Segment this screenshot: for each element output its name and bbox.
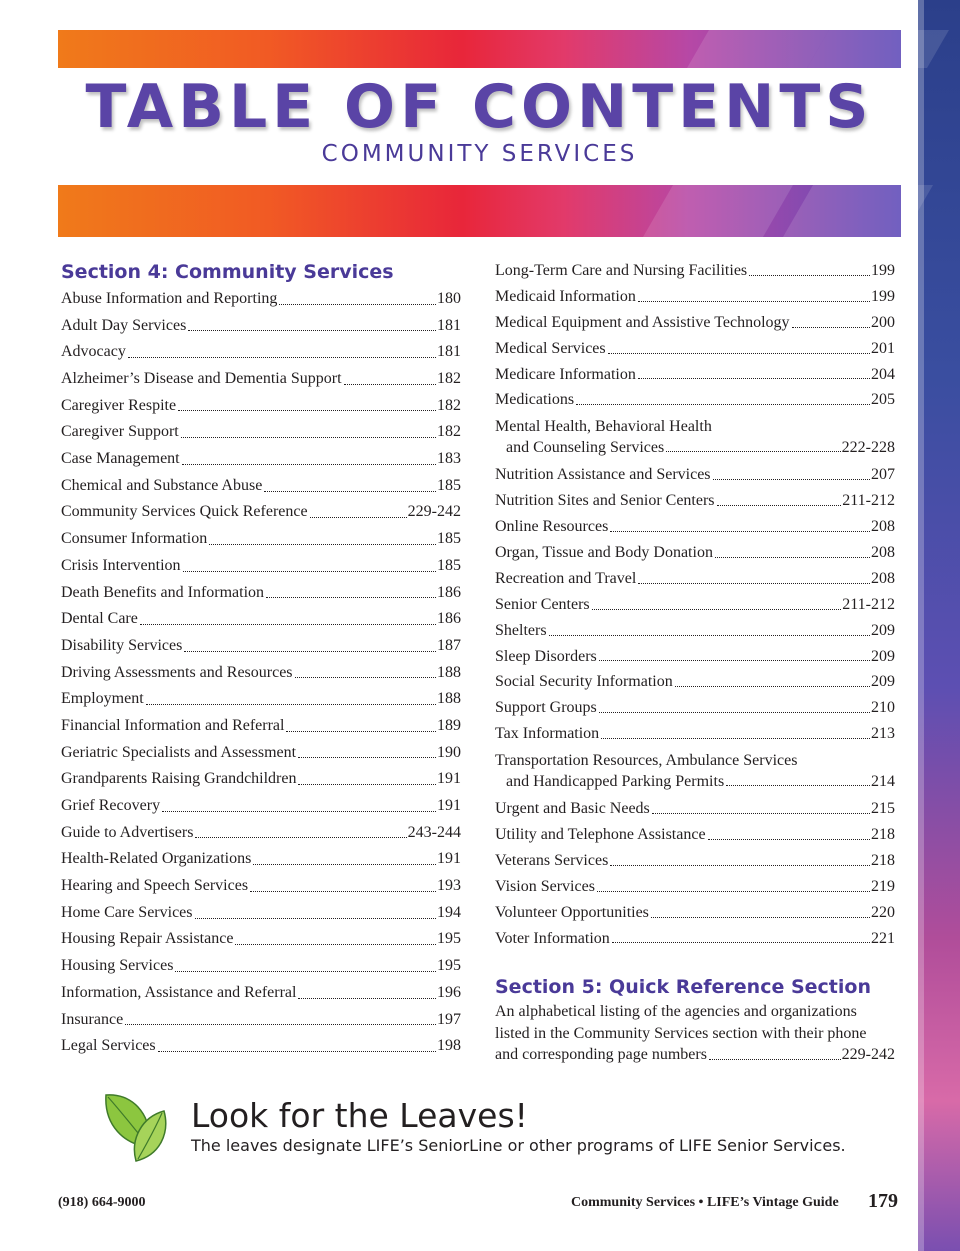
section-5-description — [495, 1001, 895, 1066]
leader-dots — [610, 531, 870, 532]
toc-entry-page: 209 — [871, 673, 895, 691]
page-number: 179 — [868, 1190, 898, 1212]
toc-entry-label: Dental Care — [61, 610, 138, 628]
toc-entry-page: 220 — [871, 903, 895, 921]
leader-dots — [576, 404, 870, 405]
toc-entry[interactable] — [61, 740, 461, 767]
leader-dots — [183, 571, 436, 572]
leader-dots — [638, 583, 870, 584]
leader-dots — [599, 660, 870, 661]
toc-entry-page: 188 — [437, 663, 461, 681]
toc-entry[interactable] — [495, 796, 895, 822]
toc-entry-label: Medications — [495, 391, 575, 409]
toc-entry-label: Housing Services — [61, 957, 174, 975]
toc-entry-label: Transportation Resources, Ambulance Services — [495, 752, 798, 770]
leader-dots — [209, 544, 436, 545]
toc-entry[interactable] — [495, 284, 895, 310]
toc-entry-page: 191 — [437, 797, 461, 815]
leader-dots — [715, 557, 870, 558]
leader-dots — [178, 410, 436, 411]
toc-entry-page: 180 — [437, 289, 461, 307]
toc-entry-page: 197 — [437, 1010, 461, 1028]
page-title: TABLE OF CONTENTS — [85, 72, 874, 142]
toc-entry-page: 211-212 — [842, 595, 895, 613]
toc-entry[interactable] — [495, 644, 895, 670]
section-5-desc-text: and corresponding page numbers — [495, 1046, 707, 1063]
leader-dots — [651, 917, 870, 918]
toc-entry-page: 195 — [437, 957, 461, 975]
toc-entry[interactable] — [61, 606, 461, 633]
toc-entry-label: Legal Services — [61, 1037, 156, 1055]
toc-entry[interactable] — [495, 750, 895, 792]
toc-entry[interactable] — [495, 310, 895, 336]
toc-entry-page: 188 — [437, 690, 461, 708]
leader-dots — [792, 327, 870, 328]
leader-dots — [675, 686, 870, 687]
toc-entry[interactable] — [495, 618, 895, 644]
toc-entry-label: Hearing and Speech Services — [61, 877, 249, 895]
toc-entry-page: 182 — [437, 396, 461, 414]
toc-entry-page: 181 — [437, 316, 461, 334]
leader-dots — [184, 651, 436, 652]
toc-entry-label: Alzheimer’s Disease and Dementia Support — [61, 370, 342, 388]
toc-entry[interactable] — [495, 514, 895, 540]
toc-entry-page: 194 — [437, 903, 461, 921]
toc-entry[interactable] — [61, 1033, 461, 1060]
toc-entry-page: 222-228 — [841, 439, 895, 457]
footer-guide-title: Community Services • LIFE’s Vintage Guide — [571, 1195, 839, 1210]
toc-entry-label-cont: and Handicapped Parking Permits — [506, 773, 725, 791]
leader-dots — [608, 353, 870, 354]
toc-entry-page: 229-242 — [407, 503, 461, 521]
toc-entry-page: 199 — [871, 287, 895, 305]
leader-dots — [195, 837, 406, 838]
toc-entry-page: 185 — [437, 556, 461, 574]
toc-entry-page: 186 — [437, 583, 461, 601]
leader-dots — [344, 384, 436, 385]
toc-entry[interactable] — [495, 926, 895, 952]
toc-entry-label: Medical Services — [495, 339, 606, 357]
toc-entry-label: Advocacy — [61, 343, 126, 361]
footer-phone: (918) 664-9000 — [58, 1195, 146, 1210]
section-5-heading: Section 5: Quick Reference Section — [495, 976, 871, 998]
toc-entry[interactable] — [495, 416, 895, 458]
leader-dots — [158, 1051, 436, 1052]
toc-entry-page: 219 — [871, 877, 895, 895]
leader-dots — [713, 479, 870, 480]
toc-entry[interactable] — [495, 669, 895, 695]
section-5-desc-line: An alphabetical listing of the agencies and organizations — [495, 1003, 857, 1020]
section-5-page: 229-242 — [841, 1046, 895, 1063]
leader-dots — [279, 304, 436, 305]
toc-entry[interactable] — [61, 580, 461, 607]
toc-entry-page: 218 — [871, 851, 895, 869]
toc-entry[interactable] — [61, 846, 461, 873]
toc-entry-label: Grief Recovery — [61, 797, 161, 815]
leader-dots — [749, 275, 870, 276]
toc-entry[interactable] — [61, 686, 461, 713]
leaves-icon — [100, 1085, 172, 1167]
toc-entry-page: 211-212 — [842, 492, 895, 510]
toc-entry-page: 243-244 — [407, 823, 461, 841]
toc-entry[interactable] — [61, 393, 461, 420]
toc-entry-label: Online Resources — [495, 518, 609, 536]
toc-entry-page: 209 — [871, 621, 895, 639]
toc-entry-page: 204 — [871, 365, 895, 383]
page-subtitle: COMMUNITY SERVICES — [321, 141, 638, 167]
toc-entry[interactable] — [61, 526, 461, 553]
toc-entry-page: 182 — [437, 370, 461, 388]
toc-entry-label: Senior Centers — [495, 595, 590, 613]
toc-entry-page: 200 — [871, 313, 895, 331]
toc-entry-label: Abuse Information and Reporting — [61, 289, 278, 307]
toc-entry-page: 218 — [871, 826, 895, 844]
toc-entry-page: 183 — [437, 450, 461, 468]
leader-dots — [601, 738, 870, 739]
toc-entry[interactable] — [61, 980, 461, 1007]
section-5 — [495, 973, 895, 1066]
toc-entry[interactable] — [61, 419, 461, 446]
leader-dots — [666, 451, 840, 452]
leader-dots — [181, 437, 436, 438]
toc-entry-page: 207 — [871, 466, 895, 484]
leader-dots — [709, 1059, 841, 1060]
toc-entry-page: 209 — [871, 647, 895, 665]
toc-entry-label: Urgent and Basic Needs — [495, 800, 650, 818]
toc-entry-label: Case Management — [61, 450, 180, 468]
toc-entry-label: Grandparents Raising Grandchildren — [61, 770, 297, 788]
toc-entry[interactable] — [61, 660, 461, 687]
leader-dots — [708, 839, 870, 840]
leader-dots — [264, 491, 436, 492]
toc-entry[interactable] — [495, 848, 895, 874]
toc-entry[interactable] — [495, 566, 895, 592]
toc-entry[interactable] — [495, 488, 895, 514]
leader-dots — [125, 1024, 436, 1025]
toc-entry-label: Medicare Information — [495, 365, 636, 383]
toc-entry-page: 208 — [871, 544, 895, 561]
toc-entry[interactable] — [61, 313, 461, 340]
toc-entry[interactable] — [61, 927, 461, 954]
leader-dots — [266, 597, 436, 598]
section-5-desc-line[interactable] — [495, 1044, 895, 1066]
toc-entry[interactable] — [61, 900, 461, 927]
toc-entry-label: Employment — [61, 690, 144, 708]
leader-dots — [188, 330, 436, 331]
toc-entry-label: Consumer Information — [61, 530, 208, 548]
leader-dots — [726, 785, 870, 786]
toc-entry-page: 182 — [437, 423, 461, 441]
toc-entry[interactable] — [495, 822, 895, 848]
toc-entry[interactable] — [61, 820, 461, 847]
leader-dots — [140, 624, 436, 625]
toc-entry[interactable] — [61, 873, 461, 900]
toc-entry-page: 221 — [871, 929, 895, 947]
leader-dots — [195, 918, 436, 919]
toc-entry[interactable] — [495, 336, 895, 362]
toc-entry-page: 187 — [437, 636, 461, 654]
toc-entry[interactable] — [61, 793, 461, 820]
toc-entry-label: Sleep Disorders — [495, 647, 597, 665]
toc-entry[interactable] — [495, 258, 895, 284]
toc-entry-page: 190 — [437, 743, 461, 761]
toc-entry[interactable] — [495, 592, 895, 618]
toc-entry-page: 210 — [871, 699, 895, 717]
leader-dots — [599, 712, 870, 713]
toc-entry-label: Insurance — [61, 1010, 124, 1028]
leader-dots — [250, 891, 436, 892]
section-5-desc-line: listed in the Community Services section with their phone — [495, 1024, 867, 1042]
leader-dots — [717, 505, 842, 506]
leader-dots — [286, 731, 436, 732]
toc-entry[interactable] — [495, 721, 895, 747]
toc-list-left — [61, 286, 461, 1060]
toc-entry[interactable] — [495, 695, 895, 721]
toc-entry-label: Social Security Information — [495, 673, 673, 691]
toc-entry-page: 193 — [437, 877, 461, 895]
leader-dots — [549, 635, 870, 636]
toc-entry[interactable] — [61, 553, 461, 580]
toc-entry-label: Organ, Tissue and Body Donation — [495, 544, 713, 561]
leader-dots — [295, 677, 436, 678]
toc-entry-page: 213 — [871, 725, 895, 743]
leader-dots — [298, 757, 436, 758]
toc-entry[interactable] — [61, 500, 461, 527]
header-banner-top — [58, 30, 901, 68]
toc-entry[interactable] — [495, 874, 895, 900]
toc-entry[interactable] — [61, 1007, 461, 1034]
toc-entry-label: Shelters — [495, 621, 547, 639]
leader-dots — [310, 517, 407, 518]
toc-entry-page: 199 — [871, 261, 895, 279]
toc-entry[interactable] — [61, 366, 461, 393]
toc-entry-page: 191 — [437, 850, 461, 868]
toc-entry-label: Crisis Intervention — [61, 556, 181, 574]
toc-entry-label: Caregiver Respite — [61, 396, 177, 414]
toc-entry-page: 181 — [437, 343, 461, 361]
toc-entry-page: 205 — [871, 391, 895, 409]
toc-entry-label: Support Groups — [495, 699, 597, 717]
leader-dots — [146, 704, 436, 705]
toc-entry-label: Housing Repair Assistance — [61, 930, 234, 948]
toc-entry-label: Recreation and Travel — [495, 569, 637, 587]
toc-entry-label: Adult Day Services — [61, 316, 187, 334]
toc-entry-label: Information, Assistance and Referral — [61, 983, 297, 1001]
leader-dots — [128, 357, 436, 358]
toc-entry-label-cont: and Counseling Services — [506, 439, 665, 457]
toc-entry[interactable] — [61, 633, 461, 660]
toc-entry-label: Geriatric Specialists and Assessment — [61, 743, 297, 761]
toc-entry[interactable] — [495, 900, 895, 926]
toc-entry-page: 196 — [437, 983, 461, 1001]
toc-entry-page: 189 — [437, 716, 461, 734]
toc-entry[interactable] — [61, 713, 461, 740]
leader-dots — [652, 813, 870, 814]
toc-entry-page: 198 — [437, 1037, 461, 1055]
leader-dots — [298, 998, 436, 999]
toc-entry-label: Voter Information — [495, 929, 610, 947]
leader-dots — [175, 971, 436, 972]
toc-entry-label: Home Care Services — [61, 903, 193, 921]
toc-entry-page: 208 — [871, 518, 895, 536]
toc-column-left — [61, 258, 461, 1060]
leader-dots — [612, 942, 870, 943]
toc-entry-label: Community Services Quick Reference — [61, 503, 308, 521]
toc-entry-page: 195 — [437, 930, 461, 948]
toc-entry-page: 186 — [437, 610, 461, 628]
toc-entry-label: Nutrition Sites and Senior Centers — [495, 492, 715, 510]
toc-entry[interactable] — [61, 446, 461, 473]
toc-entry-page: 214 — [871, 773, 895, 791]
toc-entry-label: Guide to Advertisers — [61, 823, 194, 841]
leader-dots — [298, 784, 436, 785]
leader-dots — [235, 944, 436, 945]
toc-entry[interactable] — [495, 387, 895, 413]
leader-dots — [182, 464, 436, 465]
toc-entry[interactable] — [495, 462, 895, 488]
toc-entry-label: Caregiver Support — [61, 423, 179, 441]
toc-entry-label: Volunteer Opportunities — [495, 903, 649, 921]
toc-entry-page: 191 — [437, 770, 461, 788]
toc-entry-label: Disability Services — [61, 636, 183, 654]
toc-entry-label: Long-Term Care and Nursing Facilities — [495, 261, 748, 279]
toc-list-right — [495, 258, 895, 951]
toc-entry-label: Medicaid Information — [495, 287, 636, 305]
leader-dots — [592, 609, 842, 610]
toc-entry-page: 201 — [871, 339, 895, 357]
toc-entry-page: 208 — [871, 569, 895, 587]
section-4-heading: Section 4: Community Services — [61, 261, 394, 283]
toc-entry-label: Vision Services — [495, 877, 595, 895]
toc-entry-page: 185 — [437, 530, 461, 548]
toc-entry-label: Financial Information and Referral — [61, 716, 285, 734]
toc-entry-label: Veterans Services — [495, 851, 609, 869]
toc-entry[interactable] — [61, 473, 461, 500]
leader-dots — [253, 864, 436, 865]
leader-dots — [597, 891, 870, 892]
toc-entry-label: Chemical and Substance Abuse — [61, 476, 263, 494]
toc-entry[interactable] — [61, 766, 461, 793]
toc-entry-label: Tax Information — [495, 725, 600, 743]
toc-column-right — [495, 258, 895, 951]
toc-entry-label: Nutrition Assistance and Services — [495, 466, 711, 484]
leader-dots — [638, 378, 870, 379]
toc-entry[interactable] — [61, 339, 461, 366]
toc-entry-page: 215 — [871, 800, 895, 818]
toc-entry-label: Health-Related Organizations — [61, 850, 252, 868]
toc-entry-label: Utility and Telephone Assistance — [495, 826, 706, 844]
toc-entry-page: 185 — [437, 476, 461, 494]
leader-dots — [610, 865, 870, 866]
callout-title: Look for the Leaves! — [191, 1096, 528, 1135]
toc-entry[interactable] — [61, 286, 461, 313]
toc-entry-label: Mental Health, Behavioral Health — [495, 418, 712, 436]
leader-dots — [162, 811, 436, 812]
toc-entry[interactable] — [495, 362, 895, 388]
header-banner-bottom — [58, 185, 901, 237]
toc-entry-label: Medical Equipment and Assistive Technology — [495, 313, 790, 331]
leader-dots — [638, 301, 870, 302]
toc-entry[interactable] — [495, 540, 895, 566]
toc-entry[interactable] — [61, 953, 461, 980]
toc-entry-label: Driving Assessments and Resources — [61, 663, 293, 681]
callout-subtitle: The leaves designate LIFE’s SeniorLine or other programs of LIFE Senior Services. — [191, 1136, 846, 1155]
toc-entry-label: Death Benefits and Information — [61, 583, 265, 601]
